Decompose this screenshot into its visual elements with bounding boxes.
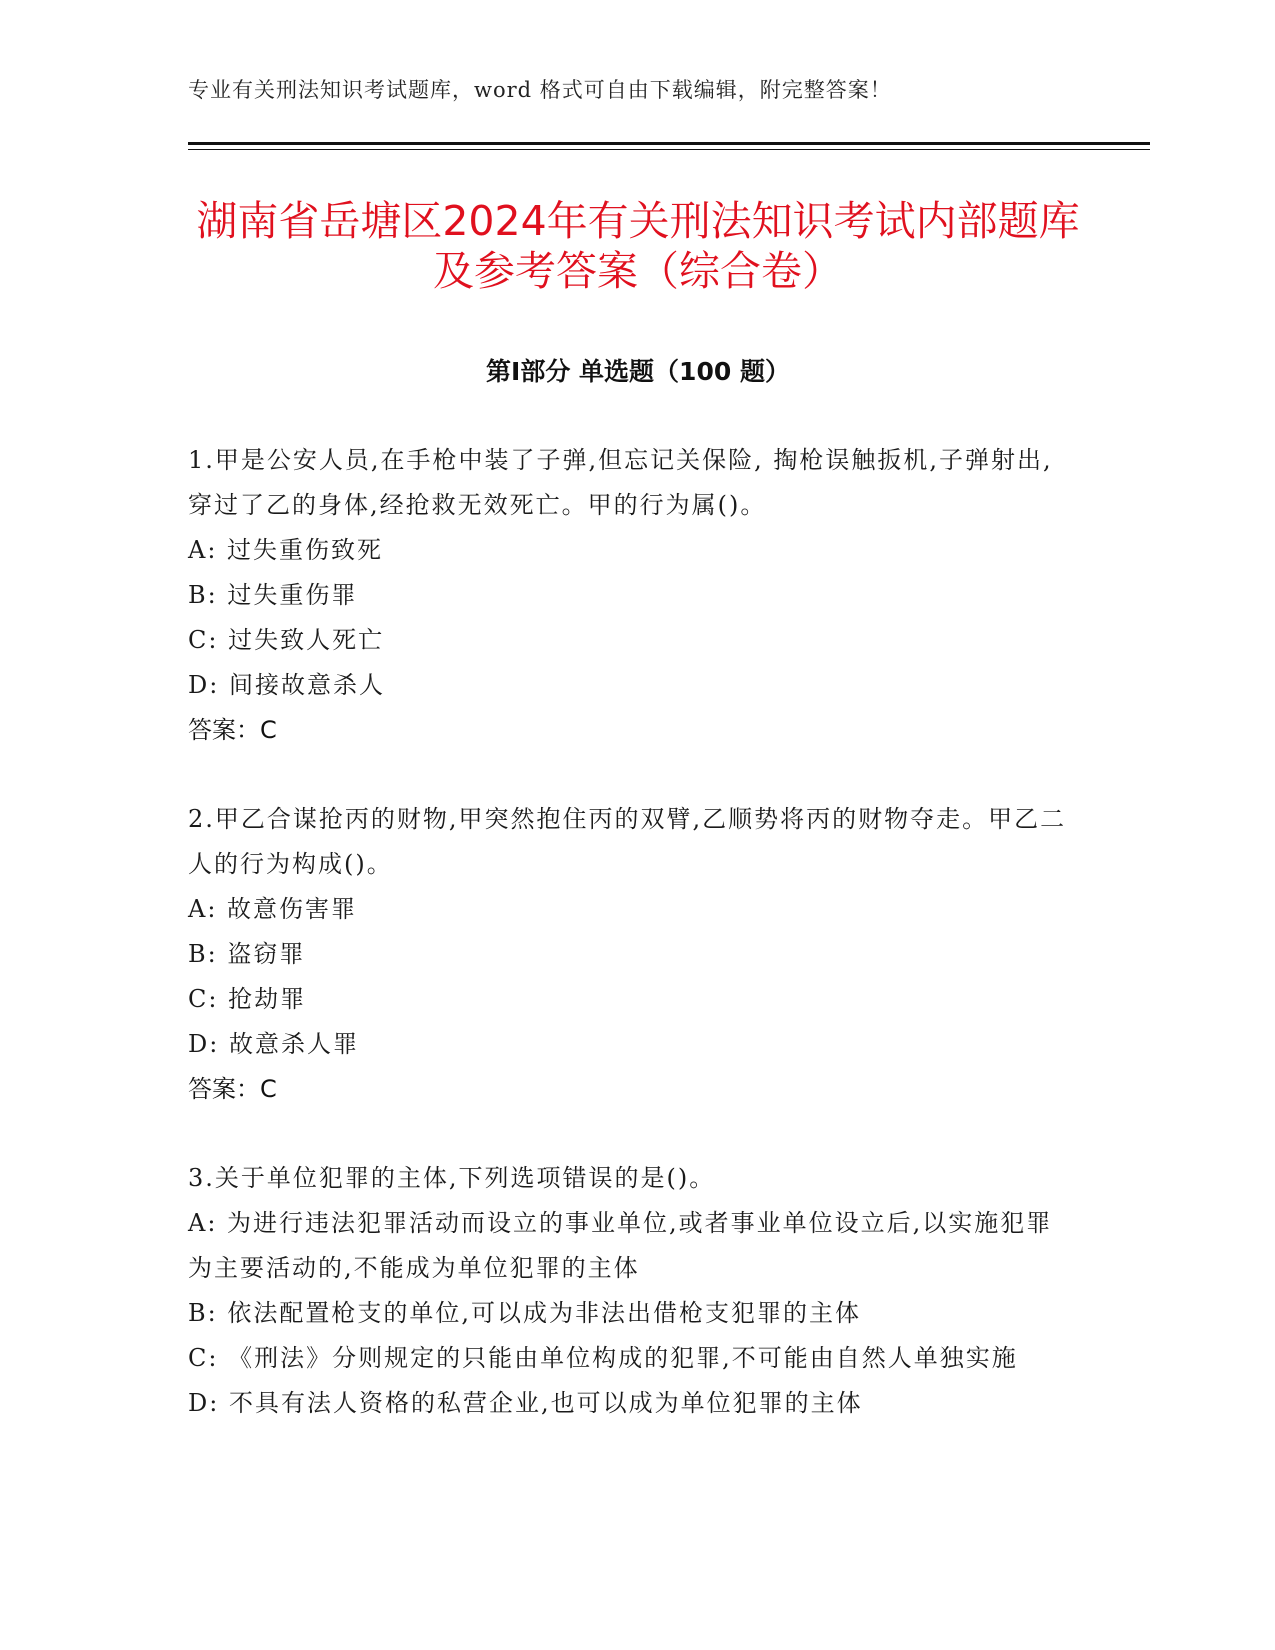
header-note: 专业有关刑法知识考试题库，word 格式可自由下载编辑，附完整答案！ — [188, 78, 892, 102]
question-list — [188, 438, 1068, 1470]
section-title: 第Ⅰ部分 单选题（100 题） — [486, 357, 790, 386]
option-c: C: 《刑法》分则规定的只能由单位构成的犯罪,不可能由自然人单独实施 — [188, 1344, 1018, 1372]
option-a: A: 为进行违法犯罪活动而设立的事业单位,或者事业单位设立后,以实施犯罪为主要活动的,不能成为单位犯罪的主体 — [188, 1209, 1053, 1282]
option-c: C: 抢劫罪 — [188, 985, 307, 1013]
option-a: A: 故意伤害罪 — [188, 895, 358, 923]
option-a: A: 过失重伤致死 — [188, 536, 384, 564]
question-2 — [188, 797, 1068, 1112]
header-rule-thick — [188, 142, 1150, 145]
header-rule-thin — [188, 149, 1150, 150]
option-b: B: 过失重伤罪 — [188, 581, 358, 609]
option-b: B: 依法配置枪支的单位,可以成为非法出借枪支犯罪的主体 — [188, 1299, 861, 1327]
answer-line: 答案：C — [188, 1075, 277, 1103]
option-c: C: 过失致人死亡 — [188, 626, 385, 654]
document-title: 湖南省岳塘区2024年有关刑法知识考试内部题库及参考答案（综合卷） — [196, 197, 1080, 295]
question-stem: 3.关于单位犯罪的主体,下列选项错误的是()。 — [188, 1164, 716, 1192]
question-stem: 2.甲乙合谋抢丙的财物,甲突然抱住丙的双臂,乙顺势将丙的财物夺走。甲乙二人的行为构成()。 — [188, 805, 1067, 878]
option-d: D: 间接故意杀人 — [188, 671, 385, 699]
question-3 — [188, 1156, 1068, 1426]
option-d: D: 故意杀人罪 — [188, 1030, 359, 1058]
answer-line: 答案：C — [188, 716, 277, 744]
option-b: B: 盗窃罪 — [188, 940, 306, 968]
question-1 — [188, 438, 1068, 753]
option-d: D: 不具有法人资格的私营企业,也可以成为单位犯罪的主体 — [188, 1389, 863, 1417]
question-stem: 1.甲是公安人员,在手枪中装了子弹,但忘记关保险, 掏枪误触扳机,子弹射出,穿过了乙的身体,经抢救无效死亡。甲的行为属()。 — [188, 446, 1053, 519]
